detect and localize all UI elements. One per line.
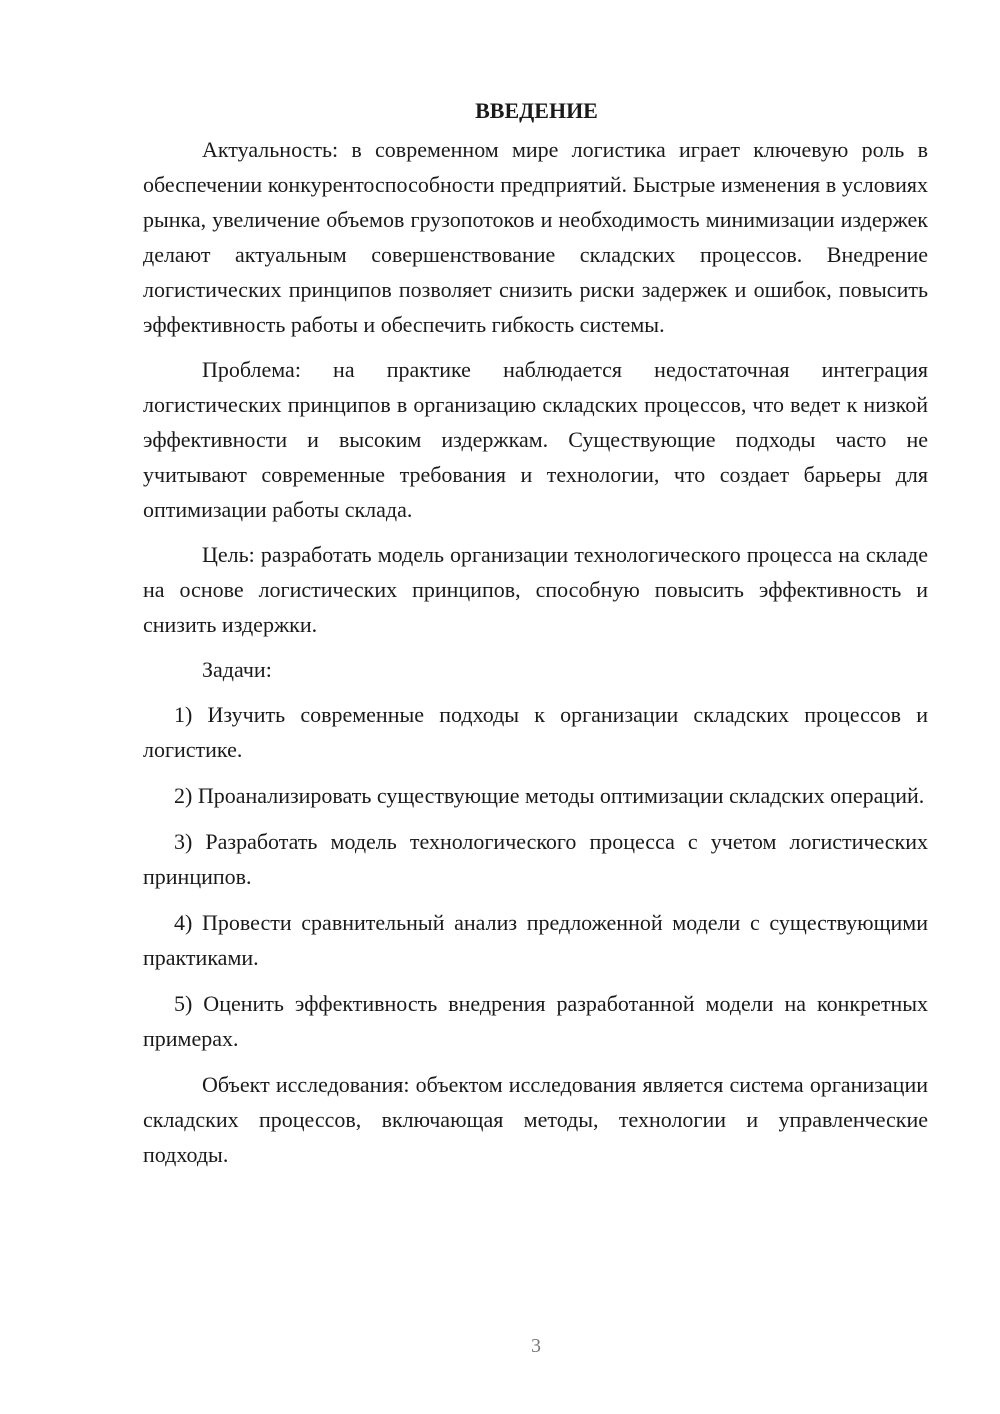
- task-item-5: 5) Оценить эффективность внедрения разработанной модели на конкретных примерах.: [143, 991, 928, 1051]
- paragraph-problem: Проблема: на практике наблюдается недостаточная интеграция логистических принципов в организацию складских процессов, что ведет к низкой эффективности и высоким издержкам. Существующие подходы часто не учитывают современные требования и технологии, что создает барьеры для оптимизации работы склада.: [143, 357, 928, 522]
- page-number: 3: [531, 1335, 541, 1357]
- section-heading: ВВЕДЕНИЕ: [475, 98, 598, 123]
- tasks-label: Задачи:: [202, 657, 272, 682]
- task-item-1: 1) Изучить современные подходы к организации складских процессов и логистике.: [143, 702, 928, 762]
- task-item-2: 2) Проанализировать существующие методы оптимизации складских операций.: [174, 783, 925, 808]
- document-page: [143, 96, 928, 1182]
- task-item-3: 3) Разработать модель технологического процесса с учетом логистических принципов.: [143, 829, 928, 889]
- paragraph-relevance: Актуальность: в современном мире логистика играет ключевую роль в обеспечении конкурентоспособности предприятий. Быстрые изменения в условиях рынка, увеличение объемов грузопотоков и необходимость минимизации издержек делают актуальным совершенствование складских процессов. Внедрение логистических принципов позволяет снизить риски задержек и ошибок, повысить эффективность работы и обеспечить гибкость системы.: [143, 137, 928, 337]
- task-item-4: 4) Провести сравнительный анализ предложенной модели с существующими практиками.: [143, 910, 928, 970]
- paragraph-object: Объект исследования: объектом исследования является система организации складских процессов, включающая методы, технологии и управленческие подходы.: [143, 1072, 928, 1167]
- paragraph-goal: Цель: разработать модель организации технологического процесса на складе на основе логистических принципов, способную повысить эффективность и снизить издержки.: [143, 542, 928, 637]
